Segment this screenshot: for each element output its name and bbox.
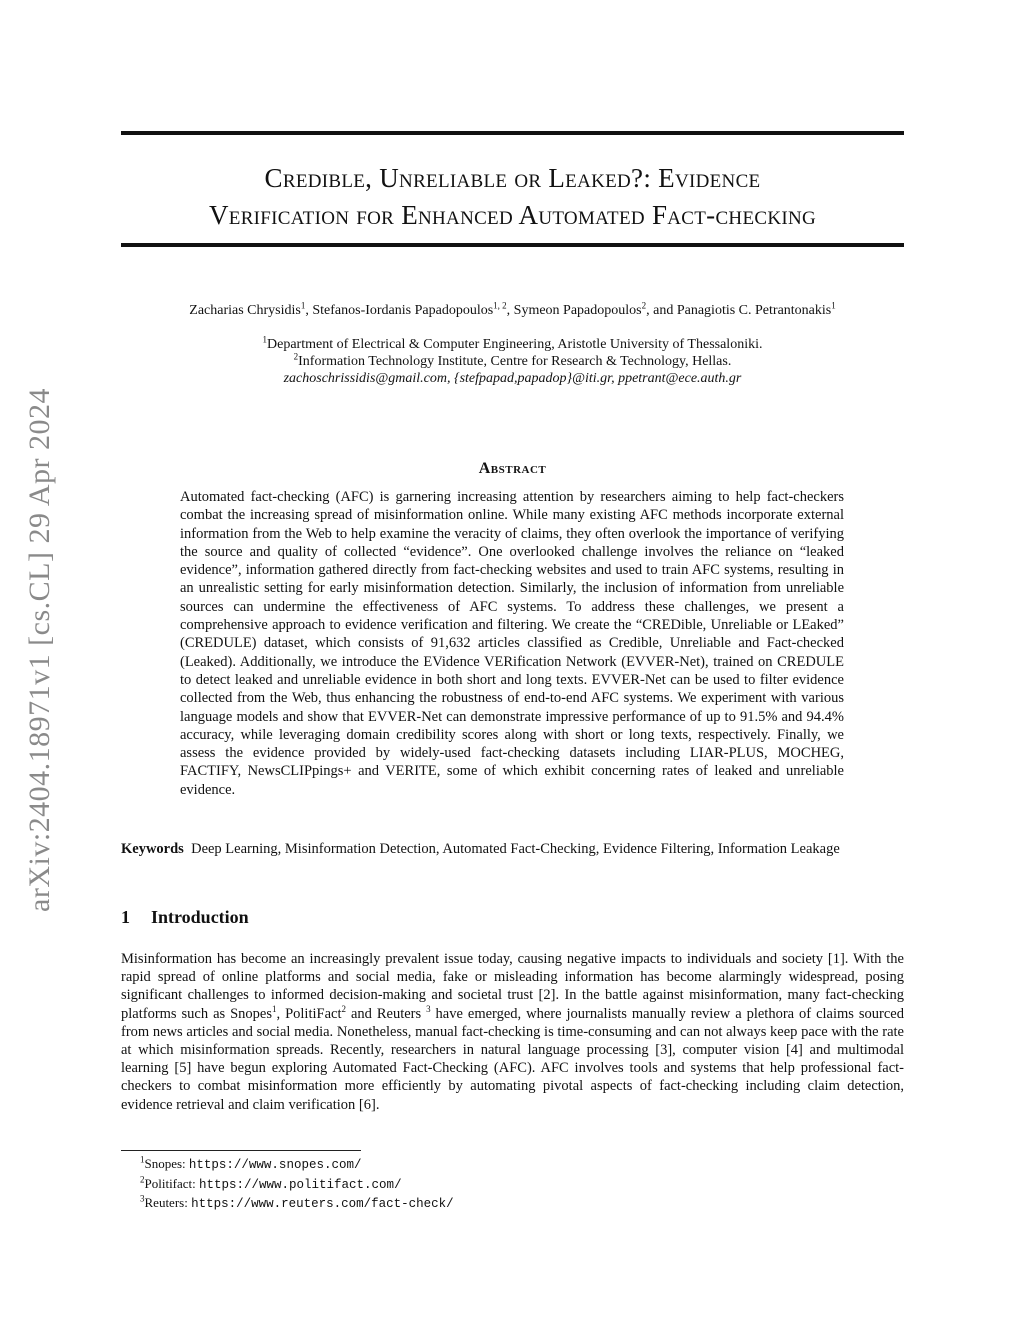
footnote-ref: 3	[426, 1003, 431, 1014]
affiliation-text: Department of Electrical & Computer Engineering, Aristotle University of Thessaloniki.	[267, 337, 763, 352]
footnote-url[interactable]: https://www.reuters.com/fact-check/	[191, 1197, 454, 1211]
author-affil-sup: 2	[641, 300, 647, 311]
footnote	[140, 1194, 454, 1214]
paper-title-line-1: Credible, Unreliable or Leaked?: Evidence	[264, 163, 761, 193]
keywords-label: Keywords	[121, 841, 184, 857]
author-name: Symeon Papadopoulos	[513, 303, 642, 318]
intro-text: , PolitiFact	[276, 1005, 342, 1022]
author-list	[121, 302, 904, 320]
author-affil-sup: 1, 2	[493, 300, 507, 311]
section-heading-introduction	[121, 907, 249, 928]
abstract-text: Automated fact-checking (AFC) is garnering increasing attention by researchers aiming to help fact-checkers combat the increasing spread of misinformation online. While many existing AFC methods incorporate external information from the Web to help examine the veracity of claims, they often overlook the importance of verifying the source and quality of collected “evidence”. One overlooked challenge involves the reliance on “leaked evidence”, information gathered directly from fact-checking websites and used to train AFC systems, resulting in an unrealistic setting for early misinformation detection. Similarly, the inclusion of information from unreliable sources can undermine the effectiveness of AFC systems. To address these challenges, we present a comprehensive approach to evidence verification and filtering. We create the “CREDible, Unreliable or LEaked” (CREDULE) dataset, which consists of 91,632 articles classified as Credible, Unreliable and Fact-checked (Leaked). Additionally, we introduce the EVidence VERification Network (EVVER-Net), trained on CREDULE to detect leaked and unreliable evidence in both short and long texts. EVVER-Net can be used to filter evidence collected from the Web, thus enhancing the robustness of end-to-end AFC systems. We experiment with various language models and show that EVVER-Net can demonstrate impressive performance of up to 91.5% and 94.4% accuracy, while leveraging domain credibility scores along with short or long texts, respectively. Finally, we assess the evidence provided by widely-used fact-checking datasets including LIAR-PLUS, MOCHEG, FACTIFY, NewsCLIPpings+ and VERITE, some of which exhibit concerning rates of leaked and unreliable evidence.	[180, 489, 844, 798]
author-name: Zacharias Chrysidis	[189, 303, 301, 318]
affiliation-line	[121, 353, 904, 370]
intro-text: and Reuters	[345, 1005, 427, 1022]
paper-title	[121, 160, 904, 234]
paper-title-line-2: Verification for Enhanced Automated Fact-checking	[208, 200, 817, 230]
keywords-text: Deep Learning, Misinformation Detection, Automated Fact-Checking, Evidence Filtering, Information Leakage	[191, 841, 840, 857]
author-sep: , and	[646, 303, 677, 318]
intro-text: Misinformation has become an increasingly prevalent issue today, causing negative impacts to individuals and society [1]. With the rapid spread of online platforms and social media, fake or misleading information has become alarmingly widespread, posing significant challenges to informed decision-making and societal trust [2]. In the battle against misinformation, many fact-checking platforms such as Snopes	[121, 951, 904, 1022]
footnote-rule	[121, 1150, 361, 1151]
footnote-label: Reuters:	[144, 1195, 192, 1210]
affiliation-text: Information Technology Institute, Centre for Research & Technology, Hellas.	[298, 354, 732, 369]
footnote-sup: 1	[140, 1154, 145, 1165]
author-affil-sup: 1	[300, 300, 306, 311]
section-number: 1	[121, 907, 130, 927]
author-name: Stefanos-Iordanis Papadopoulos	[312, 303, 494, 318]
footnote-sup: 2	[140, 1174, 145, 1185]
footnote	[140, 1155, 454, 1175]
footnote-label: Snopes:	[144, 1156, 189, 1171]
affiliation-sup: 1	[262, 334, 268, 345]
footnote	[140, 1175, 454, 1195]
footnotes	[140, 1155, 454, 1214]
title-top-rule	[121, 131, 904, 135]
affiliations	[121, 336, 904, 387]
author-sep: ,	[506, 303, 514, 318]
title-bottom-rule	[121, 243, 904, 247]
arxiv-stamp-text: arXiv:2404.18971v1 [cs.CL] 29 Apr 2024	[23, 388, 56, 912]
footnote-url[interactable]: https://www.politifact.com/	[199, 1177, 402, 1192]
affiliation-line	[121, 336, 904, 353]
footnote-sup: 3	[140, 1193, 145, 1204]
affiliation-sup: 2	[293, 351, 299, 362]
footnote-ref: 1	[272, 1003, 277, 1014]
author-sep: ,	[305, 303, 313, 318]
abstract-heading: Abstract	[478, 460, 547, 477]
section-title: Introduction	[151, 907, 249, 927]
footnote-ref: 2	[341, 1003, 346, 1014]
footnote-url[interactable]: https://www.snopes.com/	[188, 1158, 362, 1172]
author-name: Panagiotis C. Petrantonakis	[676, 303, 832, 318]
keywords	[121, 840, 904, 858]
introduction-paragraph	[121, 950, 904, 1114]
arxiv-stamp	[18, 350, 62, 950]
footnote-label: Politifact:	[144, 1175, 200, 1191]
author-affil-sup: 1	[831, 300, 836, 311]
intro-text: have emerged, where journalists manually review a plethora of claims sourced from news articles and social media. Nonetheless, manual fact-checking is time-consuming and can not always keep pace with the rate at which misinformation spreads. Recently, researchers in natural language processing [3], computer vision [4] and multimodal learning [5] have begun exploring Automated Fact-Checking (AFC). AFC involves tools and systems that help professional fact-checkers to combat misinformation more efficiently by automating pivotal aspects of fact-checking including claim detection, evidence retrieval and claim verification [6].	[121, 1005, 904, 1113]
author-emails: zachoschrissidis@gmail.com, {stefpapad,papadop}@iti.gr, ppetrant@ece.auth.gr	[283, 371, 742, 386]
